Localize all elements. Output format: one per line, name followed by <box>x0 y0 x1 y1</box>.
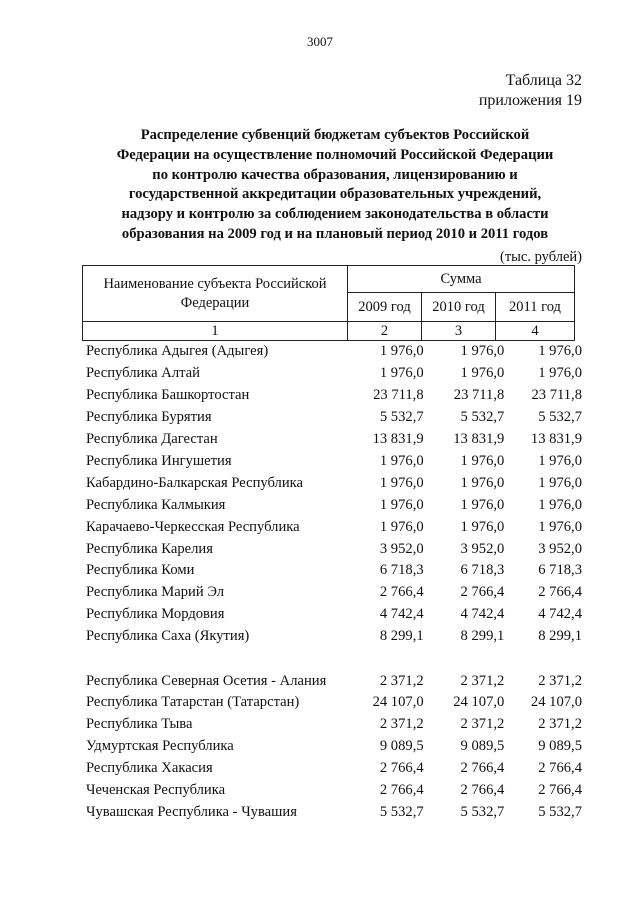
value-2010: 9 089,5 <box>460 738 505 755</box>
title-line: государственной аккредитации образовательных учреждений, <box>128 186 542 203</box>
document-title <box>80 126 590 245</box>
value-2010: 8 299,1 <box>460 628 505 645</box>
value-2009: 1 976,0 <box>379 342 424 359</box>
value-2011: 24 107,0 <box>530 694 582 711</box>
value-2011: 13 831,9 <box>530 430 582 447</box>
value-2009: 1 976,0 <box>379 496 424 513</box>
table-row <box>82 735 582 757</box>
table-number: Таблица 32 <box>505 72 582 89</box>
table-row <box>82 494 582 516</box>
title-line: Федерации на осуществление полномочий Российской Федерации <box>116 146 554 163</box>
header-year-2010: 2010 год <box>422 293 496 322</box>
table-row <box>82 779 582 801</box>
value-2010: 5 532,7 <box>460 804 505 821</box>
value-2009: 4 742,4 <box>379 606 424 623</box>
table-row <box>82 691 582 713</box>
value-2011: 1 976,0 <box>538 452 582 469</box>
value-2011: 2 766,4 <box>538 782 582 799</box>
value-2011: 2 766,4 <box>538 760 582 777</box>
value-2009: 1 976,0 <box>379 518 424 535</box>
region-name: Республика Саха (Якутия) <box>86 628 250 645</box>
value-2009: 24 107,0 <box>372 694 424 711</box>
value-2011: 2 371,2 <box>538 673 582 690</box>
value-2011: 4 742,4 <box>538 606 582 623</box>
title-line: надзору и контролю за соблюдением законодательства в области <box>121 206 549 223</box>
page-number: 3007 <box>307 34 333 49</box>
value-2011: 1 976,0 <box>538 474 582 491</box>
value-2009: 23 711,8 <box>373 386 424 403</box>
value-2010: 4 742,4 <box>460 606 505 623</box>
title-line: Распределение субвенций бюджетам субъектов Российской <box>140 127 530 143</box>
value-2010: 1 976,0 <box>460 452 505 469</box>
value-2011: 3 952,0 <box>538 540 582 557</box>
table-row <box>82 801 582 823</box>
value-2011: 1 976,0 <box>538 342 582 359</box>
value-2010: 2 766,4 <box>460 760 505 777</box>
value-2009: 5 532,7 <box>379 804 424 821</box>
region-name: Республика Карелия <box>86 540 213 557</box>
value-2010: 1 976,0 <box>460 364 505 381</box>
value-2011: 9 089,5 <box>538 738 582 755</box>
region-name: Республика Бурятия <box>86 408 212 425</box>
region-name: Республика Хакасия <box>86 760 213 777</box>
value-2010: 3 952,0 <box>460 540 505 557</box>
region-name: Республика Татарстан (Татарстан) <box>86 694 300 711</box>
header-year-2009: 2009 год <box>348 293 422 322</box>
region-name: Республика Тыва <box>86 716 193 733</box>
region-name: Республика Мордовия <box>86 606 225 623</box>
table-header <box>82 265 575 341</box>
value-2011: 2 371,2 <box>538 716 582 733</box>
value-2009: 5 532,7 <box>379 408 424 425</box>
table-row <box>82 362 582 384</box>
table-row <box>82 516 582 538</box>
value-2011: 23 711,8 <box>531 386 582 403</box>
value-2010: 2 371,2 <box>460 673 505 690</box>
value-2011: 5 532,7 <box>538 408 582 425</box>
value-2010: 1 976,0 <box>460 518 505 535</box>
value-2009: 13 831,9 <box>372 430 424 447</box>
region-name: Республика Адыгея (Адыгея) <box>86 342 269 359</box>
header-year-2011: 2011 год <box>496 293 575 322</box>
value-2010: 1 976,0 <box>460 342 505 359</box>
region-name: Республика Северная Осетия - Алания <box>86 673 327 690</box>
value-2011: 8 299,1 <box>538 628 582 645</box>
region-name: Республика Башкортостан <box>86 386 250 403</box>
header-name-column: Наименование субъекта Российской Федерации <box>83 266 348 322</box>
value-2010: 23 711,8 <box>453 386 505 403</box>
column-number: 4 <box>496 322 575 341</box>
value-2011: 2 766,4 <box>538 584 582 601</box>
value-2011: 1 976,0 <box>538 364 582 381</box>
value-2010: 5 532,7 <box>460 408 505 425</box>
table-row <box>82 625 582 647</box>
value-2009: 1 976,0 <box>379 452 424 469</box>
table-row <box>82 428 582 450</box>
value-2011: 1 976,0 <box>538 496 582 513</box>
column-number: 3 <box>422 322 496 341</box>
value-2011: 1 976,0 <box>538 518 582 535</box>
value-2009: 2 371,2 <box>379 673 424 690</box>
value-2010: 13 831,9 <box>453 430 505 447</box>
column-number: 1 <box>83 322 348 341</box>
value-2010: 2 371,2 <box>460 716 505 733</box>
value-2009: 8 299,1 <box>379 628 424 645</box>
table-row <box>82 340 582 362</box>
value-2010: 24 107,0 <box>453 694 505 711</box>
region-name: Чеченская Республика <box>86 782 226 799</box>
region-name: Республика Коми <box>86 562 195 579</box>
table-row <box>82 757 582 779</box>
appendix-number: приложения 19 <box>478 92 582 109</box>
value-2010: 1 976,0 <box>460 496 505 513</box>
region-name: Чувашская Республика - Чувашия <box>86 804 297 821</box>
table-row <box>82 603 582 625</box>
value-2009: 6 718,3 <box>379 562 424 579</box>
title-line: по контролю качества образования, лицензированию и <box>152 166 518 183</box>
column-number: 2 <box>348 322 422 341</box>
table-body <box>82 340 582 823</box>
value-2010: 6 718,3 <box>460 562 505 579</box>
region-name: Карачаево-Черкесская Республика <box>86 518 300 535</box>
title-line: образования на 2009 год и на плановый период 2010 и 2011 годов <box>121 225 549 242</box>
region-name: Республика Марий Эл <box>86 584 225 601</box>
region-name: Республика Калмыкия <box>86 496 226 513</box>
value-2009: 2 371,2 <box>379 716 424 733</box>
value-2010: 2 766,4 <box>460 584 505 601</box>
table-row <box>82 581 582 603</box>
region-name: Республика Алтай <box>86 364 200 381</box>
table-row <box>82 559 582 581</box>
units-label: (тыс. рублей) <box>500 249 582 265</box>
table-row <box>82 406 582 428</box>
region-name: Республика Дагестан <box>86 430 218 447</box>
table-reference <box>479 71 582 111</box>
table-row <box>82 647 582 691</box>
table-row <box>82 713 582 735</box>
value-2010: 1 976,0 <box>460 474 505 491</box>
value-2009: 1 976,0 <box>379 364 424 381</box>
region-name: Удмуртская Республика <box>86 738 234 755</box>
region-name: Кабардино-Балкарская Республика <box>86 474 303 491</box>
value-2010: 2 766,4 <box>460 782 505 799</box>
value-2009: 1 976,0 <box>379 474 424 491</box>
table-row <box>82 538 582 560</box>
value-2009: 3 952,0 <box>379 540 424 557</box>
value-2011: 5 532,7 <box>538 804 582 821</box>
value-2009: 9 089,5 <box>379 738 424 755</box>
table-row <box>82 472 582 494</box>
value-2009: 2 766,4 <box>379 782 424 799</box>
table-row <box>82 384 582 406</box>
region-name: Республика Ингушетия <box>86 452 232 469</box>
value-2011: 6 718,3 <box>538 562 582 579</box>
header-sum-column: Сумма <box>348 266 575 293</box>
value-2009: 2 766,4 <box>379 760 424 777</box>
value-2009: 2 766,4 <box>379 584 424 601</box>
table-row <box>82 450 582 472</box>
